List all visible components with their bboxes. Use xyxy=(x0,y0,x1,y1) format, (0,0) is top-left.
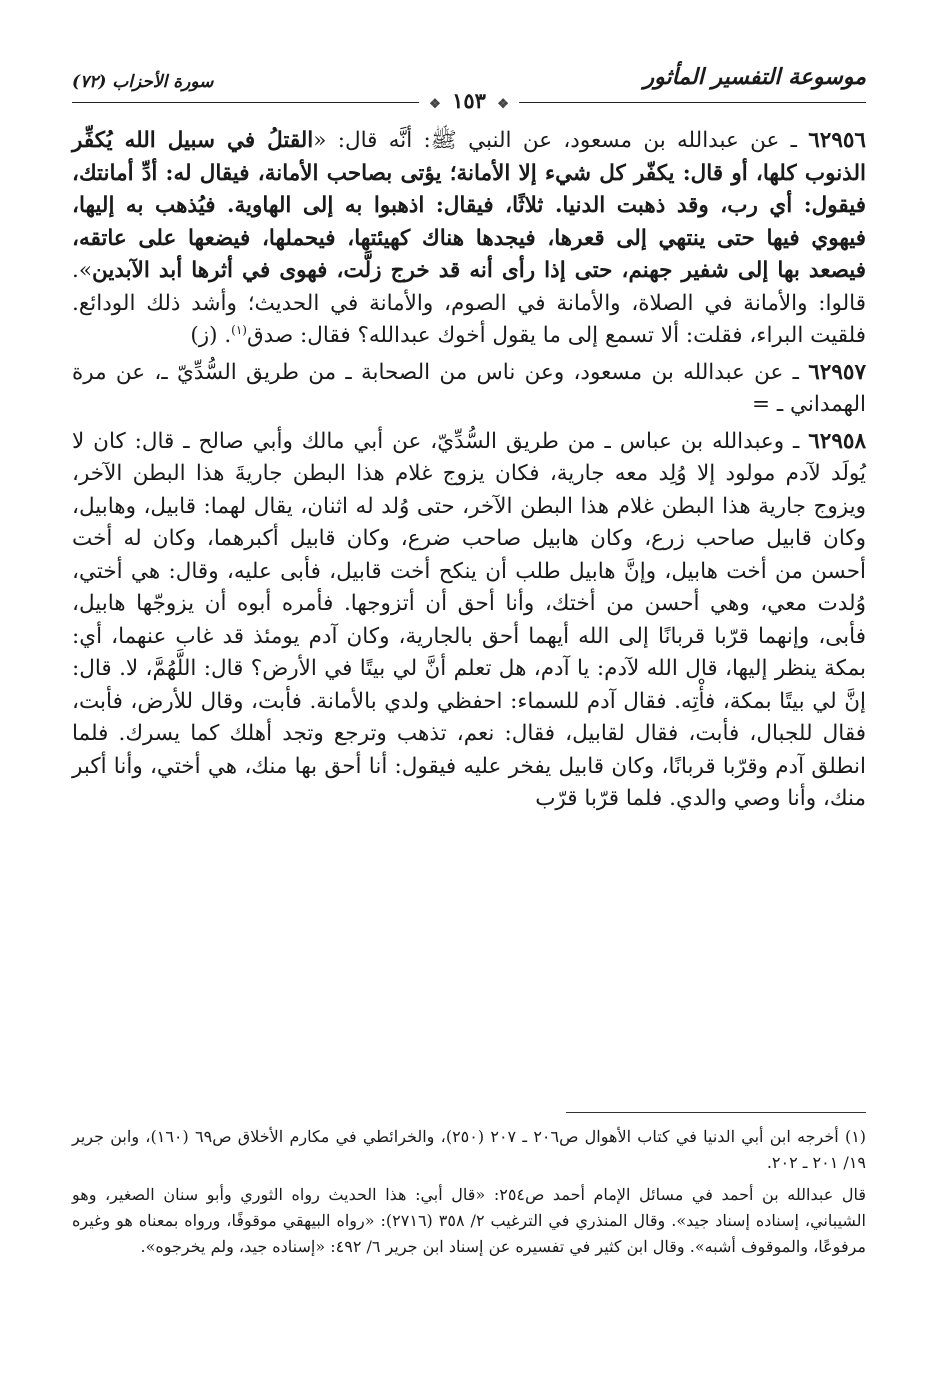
main-text xyxy=(72,125,866,820)
hadith-text: القتلُ في سبيل الله يُكفِّر الذنوب كلها، أو قال: يكفّر كل شيء إلا الأمانة؛ يؤتى بصاحب الأمانة، فيقال له: أدِّ أمانتك، فيقول: أي رب، وقد ذهبت الدنيا. ثلاثًا، فيقال: اذهبوا به إلى الهاوية. فيُذهب به إليها، فيهوي فيها حتى ينتهي إلى قعرها، فيجدها هناك كهيئتها، فيحملها، فيضعها على عاتقه، فيصعد بها إلى شفير جهنم، حتى إذا رأى أنه قد خرج زلَّت، فهوى في أثرها أبد الآبدين xyxy=(72,128,866,283)
entry-text: ». قالوا: والأمانة في الصلاة، والأمانة في الصوم، والأمانة في الحديث؛ وأشد ذلك الودائع. فلقيت البراء، فقلت: ألا تسمع إلى ما يقول أخوك عبدالله؟ فقال: صدق xyxy=(72,258,866,348)
ornament-icon: ❖ xyxy=(429,97,441,112)
entry xyxy=(72,426,866,816)
book-title: موسوعة التفسير المأثور xyxy=(643,64,866,90)
entry xyxy=(72,357,866,422)
entry-text: ـ عن عبدالله بن مسعود، وعن ناس من الصحابة ـ من طريق السُّدِّيّ ـ، عن مرة الهمداني ـ = xyxy=(72,359,866,417)
source-code: . (ز) xyxy=(190,323,232,348)
entry-number: ٦٢٩٥٨ xyxy=(808,428,866,454)
entry xyxy=(72,125,866,353)
page-number-block xyxy=(419,88,519,113)
page-header xyxy=(72,58,866,113)
ornament-icon: ❖ xyxy=(497,97,509,112)
entry-number: ٦٢٩٥٦ xyxy=(808,128,866,153)
surah-title: سورة الأحزاب (٧٢) xyxy=(72,72,214,92)
page-number: ١٥٣ xyxy=(452,88,486,113)
entry-number: ٦٢٩٥٧ xyxy=(808,359,866,385)
footnote: (١) أخرجه ابن أبي الدنيا في كتاب الأهوال ص٢٠٦ ـ ٢٠٧ (٢٥٠)، والخرائطي في مكارم الأخلاق ص٦٩ (١٦٠)، وابن جرير ١٩/ ٢٠١ ـ ٢٠٢. xyxy=(72,1127,867,1172)
footnote: قال عبدالله بن أحمد في مسائل الإمام أحمد ص٢٥٤: «قال أبي: هذا الحديث رواه الثوري وأبو سنان الصغير، وهو الشيباني، إسناده إسناد جيد». وقال المنذري في الترغيب ٢/ ٣٥٨ (٢٧١٦): «رواه البيهقي موقوفًا، ورواه بمعناه هو وغيره مرفوعًا، والموقوف أشبه». وقال ابن كثير في تفسيره عن إسناد ابن جرير ٦/ ٤٩٢: «إسناده جيد، ولم يخرجوه». xyxy=(72,1185,867,1256)
entry-intro: ـ عن عبدالله بن مسعود، عن النبي ﷺ: أنَّه قال: « xyxy=(313,128,809,153)
footnote-rule xyxy=(566,1112,866,1113)
footnote-marker: (١) xyxy=(231,322,247,337)
entry-text: ـ وعبدالله بن عباس ـ من طريق السُّدِّيّ، عن أبي مالك وأبي صالح ـ قال: كان لا يُولَد لآدم مولود إلا وُلِد معه جارية، فكان يزوج غلام هذا البطن جاريةَ هذا البطن الآخر، ويزوج جارية هذا البطن غلام هذا البطن الآخر، حتى وُلد له اثنان، يقال لهما: قابيل، وهابيل، وكان قابيل صاحب زرع، وكان هابيل صاحب ضرع، وكان قابيل أكبرهما، وكان له أخت أحسن من أخت هابيل، وإنَّ هابيل طلب أن ينكح أخت قابيل، فأبى عليه، وقال: هي أختي، وُلدت معي، وهي أحسن من أختك، وأنا أحق أن أتزوجها. فأمره أبوه أن يزوجّها هابيل، فأبى، وإنهما قرّبا قربانًا إلى الله أيهما أحق بالجارية، وكان آدم يومئذ قد غاب عنهما، أي: بمكة ينظر إليها، قال الله لآدم: يا آدم، هل تعلم أنَّ لي بيتًا في الأرض؟ قال: اللَّهُمَّ، لا. قال: إنَّ لي بيتًا بمكة، فأْتِه. فقال آدم للسماء: احفظي ولدي بالأمانة. فأبت، وقال للأرض، فأبت، فقال للجبال، فأبت، فقال لقابيل، فقال: نعم، تذهب وترجع وتجد أهلك كما يسرك. فلما انطلق آدم وقرّبا قربانًا، وكان قابيل يفخر عليه فيقول: أنا أحق بها منك، هي أختي، وأنا أكبر منك، وأنا وصي والدي. فلما قرّبا قرّب xyxy=(72,428,866,811)
footnotes xyxy=(72,1124,866,1266)
